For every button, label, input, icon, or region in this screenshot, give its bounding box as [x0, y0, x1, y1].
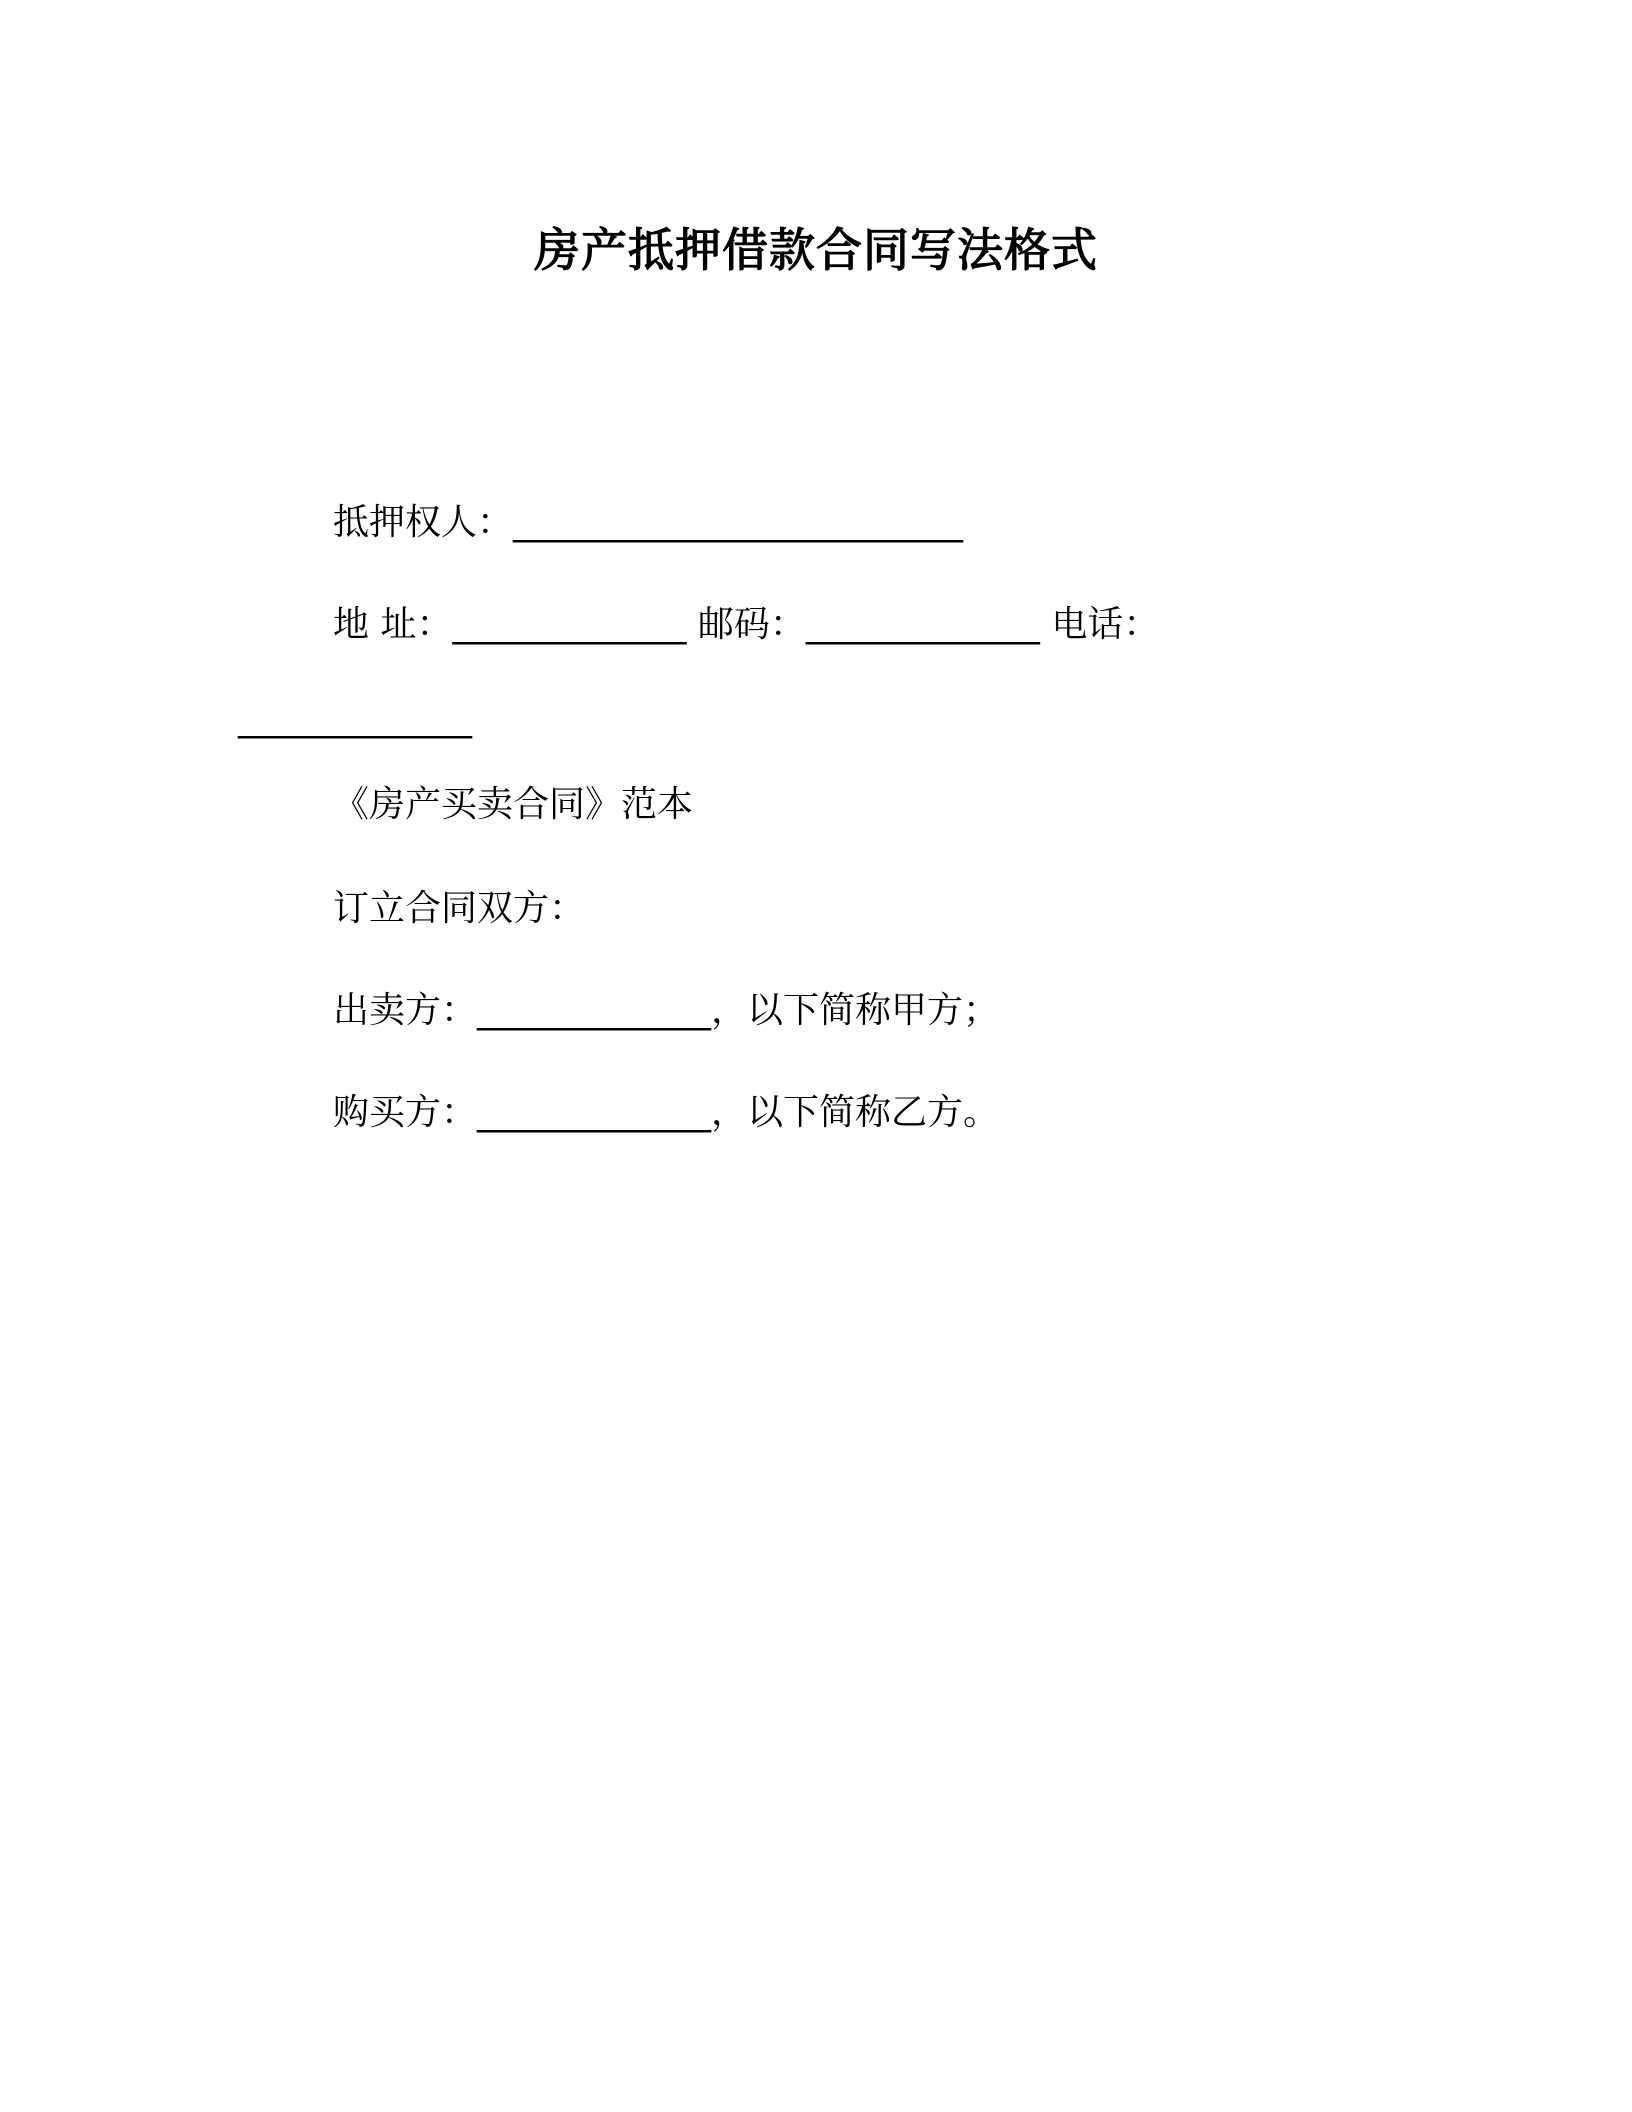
parties-heading: 订立合同双方： [333, 888, 586, 929]
phone-continuation-line: _____________ [238, 698, 472, 739]
contract-sample-heading: 《房产买卖合同》范本 [333, 784, 694, 825]
document-title: 房产抵押借款合同写法格式 [534, 223, 1098, 277]
address-line: 地 址：_____________ 邮码：_____________ 电话： [333, 604, 1160, 645]
seller-line: 出卖方：_____________，以下简称甲方； [333, 990, 1000, 1031]
mortgagee-line: 抵押权人：_________________________ [333, 502, 964, 543]
buyer-line: 购买方：_____________，以下简称乙方。 [333, 1092, 1000, 1133]
